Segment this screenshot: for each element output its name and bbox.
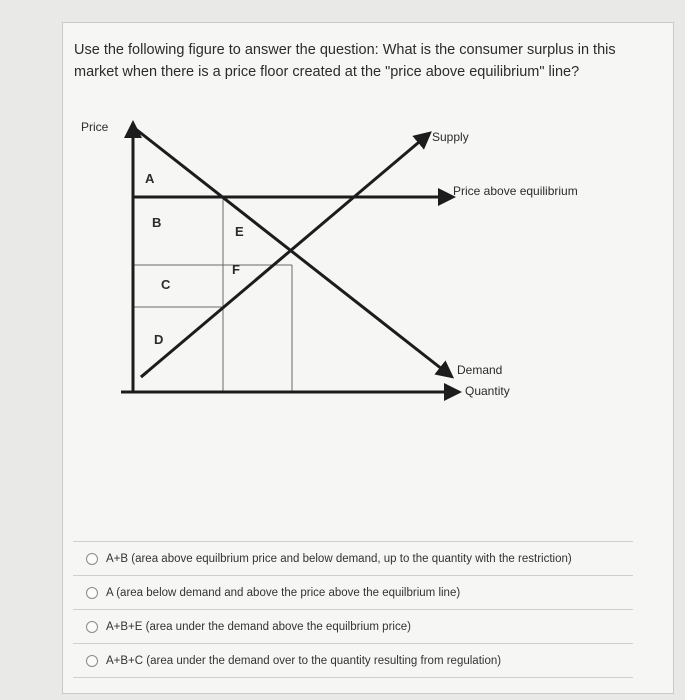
question-text: Use the following figure to answer the question: What is the consumer surplus in this market when there is a price floor created at the "price above equilibrium" line?	[74, 42, 616, 80]
question-card	[62, 22, 674, 694]
region-label-f: F	[232, 262, 240, 277]
region-label-b: B	[152, 215, 162, 230]
radio-icon[interactable]	[86, 621, 98, 633]
answer-option-label: A (area below demand and above the price above the equilbrium line)	[106, 586, 461, 599]
radio-icon[interactable]	[86, 587, 98, 599]
answer-option-2[interactable]	[73, 575, 633, 609]
region-label-d: D	[154, 332, 164, 347]
answer-option-1[interactable]	[73, 541, 633, 575]
answer-option-label: A+B (area above equilbrium price and below demand, up to the quantity with the restriction)	[106, 552, 572, 565]
supply-curve-tail	[141, 372, 147, 377]
price-axis-label: Price	[81, 120, 109, 134]
radio-icon[interactable]	[86, 655, 98, 667]
region-label-a: A	[145, 171, 155, 186]
price-above-equilibrium-label: Price above equilibrium	[453, 184, 578, 198]
answer-option-label: A+B+C (area under the demand over to the quantity resulting from regulation)	[106, 654, 502, 667]
supply-demand-figure	[63, 111, 675, 421]
demand-label: Demand	[457, 363, 503, 377]
demand-curve	[133, 127, 447, 373]
supply-curve	[141, 137, 425, 377]
supply-label: Supply	[432, 130, 469, 144]
answer-option-4[interactable]	[73, 643, 633, 678]
figure-svg	[63, 111, 675, 421]
answer-options	[73, 541, 633, 678]
answer-option-label: A+B+E (area under the demand above the equilbrium price)	[106, 620, 411, 633]
answer-option-3[interactable]	[73, 609, 633, 643]
radio-icon[interactable]	[86, 553, 98, 565]
quantity-axis-label: Quantity	[465, 384, 510, 398]
region-label-e: E	[235, 224, 244, 239]
region-label-c: C	[161, 277, 171, 292]
